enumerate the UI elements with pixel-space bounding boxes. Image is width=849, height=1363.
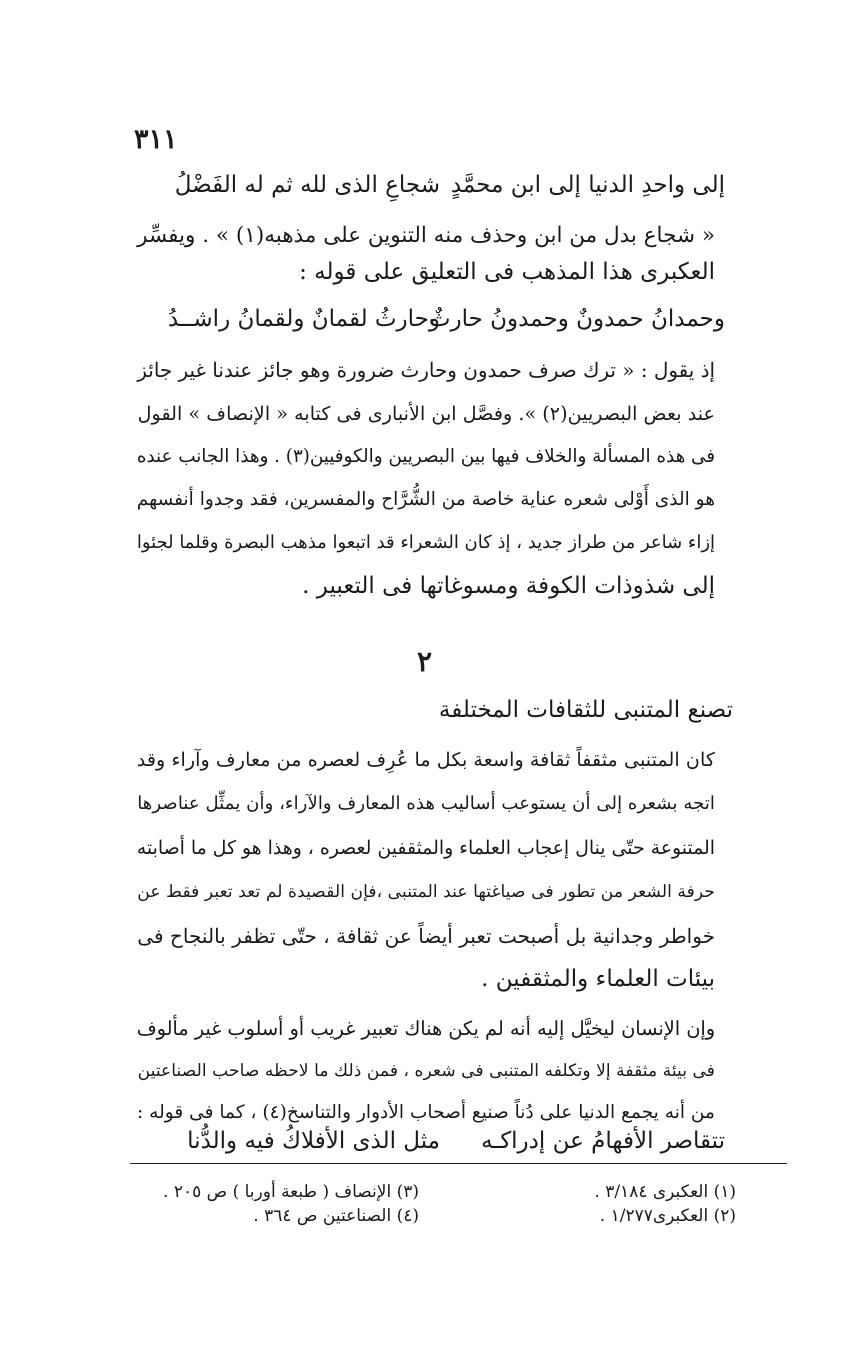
text-line: إذ يقول : « ترك صرف حمدون وحارث ضرورة وهو جائز عندنا غير جائز	[137, 359, 715, 382]
footnote-divider	[130, 1163, 787, 1164]
verse2-first-hemistich: وحمدانُ حمدونٌ وحمدونُ حارثٌ	[428, 306, 725, 332]
text-line: فى بيئة مثقفة إلا وتكلفه المتنبى فى شعره ، فمن ذلك ما لاحظه صاحب الصناعتين	[137, 1061, 715, 1081]
verse3-first-hemistich: تتقاصر الأفهامُ عن إدراكـه	[481, 1128, 725, 1154]
section-heading: تصنع المتنبى للثقافات المختلفة	[438, 697, 733, 723]
page-number: ٣١١	[134, 124, 178, 155]
verse1-first-hemistich: إلى واحدِ الدنيا إلى ابن محمَّدٍ	[450, 172, 725, 198]
text-line: فى هذه المسألة والخلاف فيها بين البصريين والكوفيين(٣) . وهذا الجانب عنده	[136, 446, 715, 467]
verse1-second-hemistich: شجاعِ الذى لله ثم له الفَضْلُ	[174, 172, 440, 198]
footnote-4: (٤) الصناعتين ص ٣٦٤ .	[253, 1206, 419, 1226]
text-line: كان المتنبى مثقفاً ثقافة واسعة بكل ما عُرِف لعصره من معارف وآراء وقد	[136, 748, 715, 771]
text-line: خواطر وجدانية بل أصبحت تعبر أيضاً عن ثقافة ، حتّى تظفر بالنجاح فى	[137, 924, 715, 948]
text-line: إزاء شاعر من طراز جديد ، إذ كان الشعراء قد اتبعوا مذهب البصرة وقلما لجئوا	[136, 532, 715, 553]
text-line: عند بعض البصريين(٢) ». وفصَّل ابن الأنبارى فى كتابه « الإنصاف » القول	[137, 402, 715, 425]
text-line: المتنوعة حتّى ينال إعجاب العلماء والمثقفين لعصره ، وهذا هو كل ما أصابته	[136, 837, 715, 859]
text-line: إلى شذوذات الكوفة ومسوغاتها فى التعبير .	[302, 573, 715, 599]
section-number: ٢	[416, 645, 433, 678]
text-line: اتجه بشعره إلى أن يستوعب أساليب هذه المعارف والآراء، وأن يمثِّل عناصرها	[137, 793, 715, 814]
text-line: من أنه يجمع الدنيا على دُناً صنيع أصحاب الأدوار والتناسخ(٤) ، كما فى قوله :	[137, 1102, 715, 1123]
text-line: العكبرى هذا المذهب فى التعليق على قوله :	[299, 259, 715, 285]
verse2-second-hemistich: وحارثُ لقمانٌ ولقمانُ راشــدُ	[167, 306, 440, 332]
text-line: هو الذى أَوْلى شعره عناية خاصة من الشُّرَّاح والمفسرين، فقد وجدوا أنفسهم	[136, 489, 715, 510]
footnote-1: (١) العكبرى ٣/١٨٤ .	[594, 1182, 736, 1202]
text-line: حرفة الشعر من تطور فى صياغتها عند المتنبى ،فإن القصيدة لم تعد تعبر فقط عن	[137, 882, 715, 902]
text-line: « شجاع بدل من ابن وحذف منه التنوين على مذهبه(١) » . ويفسِّر	[137, 223, 715, 248]
text-line: وإن الإنسان ليخيَّل إليه أنه لم يكن هناك تعبير غريب أو أسلوب غير مألوف	[136, 1017, 715, 1040]
text-line: بيئات العلماء والمثقفين .	[481, 966, 715, 992]
verse3-second-hemistich: مثل الذى الأفلاكُ فيه والدُّنا	[187, 1128, 440, 1154]
footnote-2: (٢) العكبرى١/٢٧٧ .	[599, 1206, 736, 1226]
footnote-3: (٣) الإنصاف ( طبعة أوربا ) ص ٢٠٥ .	[163, 1182, 419, 1202]
